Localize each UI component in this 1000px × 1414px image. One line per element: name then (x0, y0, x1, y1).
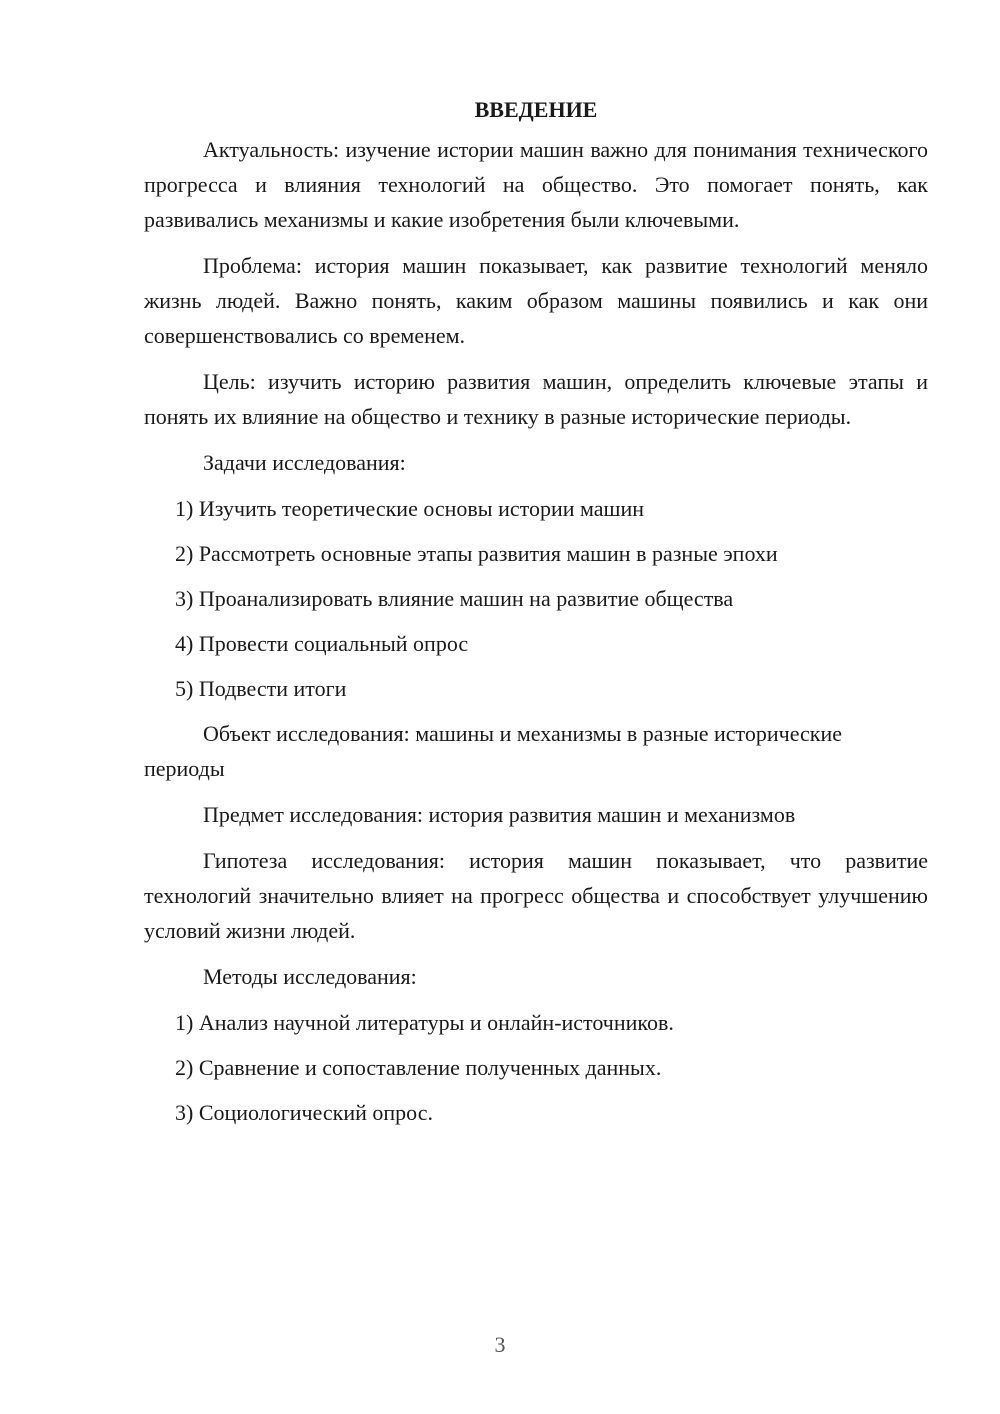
methods-heading: Методы исследования: (203, 964, 417, 989)
list-item: 4) Провести социальный опрос (175, 631, 469, 656)
relevance-paragraph: Актуальность: изучение истории машин важно для понимания технического прогресса и влияния технологий на общество. Это помогает понять, как развивались механизмы и какие изобретения были ключевыми. (144, 137, 928, 232)
object-paragraph: Объект исследования: машины и механизмы в разные исторические периоды (144, 721, 843, 781)
list-item: 3) Социологический опрос. (175, 1100, 433, 1125)
page-number: 3 (494, 1332, 506, 1357)
subject-paragraph: Предмет исследования: история развития машин и механизмов (203, 802, 796, 827)
list-item: 5) Подвести итоги (175, 676, 347, 701)
hypothesis-paragraph: Гипотеза исследования: история машин показывает, что развитие технологий значительно влияет на прогресс общества и способствует улучшению условий жизни людей. (144, 848, 928, 943)
tasks-heading: Задачи исследования: (203, 450, 406, 475)
list-item: 1) Изучить теоретические основы истории машин (175, 496, 645, 521)
section-title: ВВЕДЕНИЕ (474, 97, 598, 122)
list-item: 2) Сравнение и сопоставление полученных данных. (175, 1055, 662, 1080)
methods-list (144, 1005, 928, 1130)
list-item: 3) Проанализировать влияние машин на развитие общества (175, 586, 734, 611)
list-item: 1) Анализ научной литературы и онлайн-источников. (175, 1010, 674, 1035)
problem-paragraph: Проблема: история машин показывает, как развитие технологий меняло жизнь людей. Важно понять, каким образом машины появились и как они совершенствовались со временем. (144, 253, 928, 348)
goal-paragraph: Цель: изучить историю развития машин, определить ключевые этапы и понять их влияние на общество и технику в разные исторические периоды. (144, 369, 928, 429)
document-page (144, 92, 928, 1140)
list-item: 2) Рассмотреть основные этапы развития машин в разные эпохи (175, 541, 778, 566)
tasks-list (144, 491, 928, 706)
